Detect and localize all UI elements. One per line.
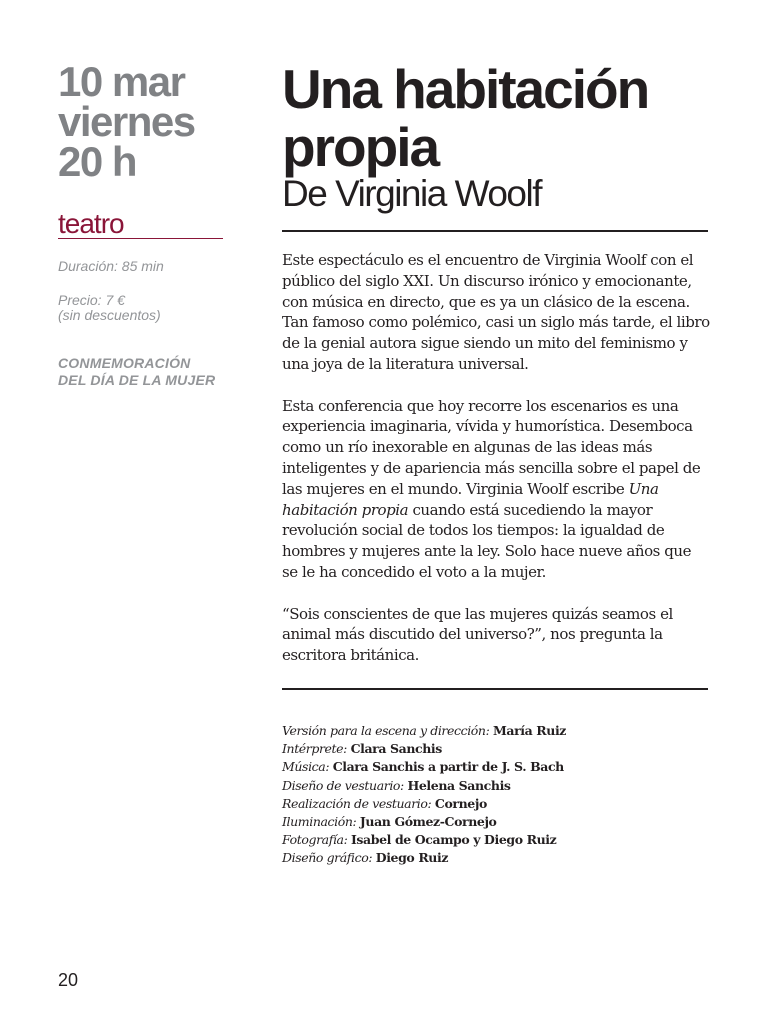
description-paragraph-1: Este espectáculo es el encuentro de Virginia Woolf con el público del siglo XXI. Un discurso irónico y emocionante, con música en directo, que es ya un clásico de la escena. Tan famoso como polémico, casi un siglo más tarde, el libro de la genial autora sigue siendo un mito del feminismo y una joya de la literatura universal. bbox=[282, 251, 710, 373]
credit-role: Diseño gráfico: bbox=[282, 850, 376, 866]
description-paragraph-2 bbox=[282, 396, 710, 583]
event-date bbox=[58, 58, 228, 185]
event-category: teatro bbox=[58, 210, 223, 239]
credit-row bbox=[282, 758, 710, 776]
credit-name: Helena Sanchis bbox=[407, 777, 511, 793]
credit-role: Música: bbox=[282, 759, 333, 775]
credit-role: Fotografía: bbox=[282, 832, 351, 848]
date-day: 10 mar bbox=[58, 58, 185, 105]
event-info bbox=[58, 58, 228, 389]
credit-row bbox=[282, 849, 710, 867]
event-price bbox=[58, 293, 228, 323]
credit-row bbox=[282, 831, 710, 849]
credit-name: Cornejo bbox=[434, 795, 487, 811]
event-commemoration bbox=[58, 355, 228, 389]
credit-row bbox=[282, 795, 710, 813]
credit-name: Juan Gómez-Cornejo bbox=[359, 813, 497, 829]
event-duration: Duración: 85 min bbox=[58, 258, 164, 274]
paragraph-2-text-a: Esta conferencia que hoy recorre los escenarios es una experiencia imaginaria, vívida y humorística. Desemboca como un río inexorable en algunas de las ideas más inteligentes y de apariencia más sencilla sobre el papel de las mujeres en el mundo. Virginia Woolf escribe bbox=[282, 396, 701, 498]
show-title-line-1: Una habitación bbox=[282, 58, 649, 120]
show-title-line-2: propia bbox=[282, 116, 439, 178]
credit-role: Versión para la escena y dirección: bbox=[282, 722, 493, 738]
top-divider bbox=[282, 230, 708, 232]
credits-list bbox=[282, 722, 710, 868]
show-content bbox=[282, 60, 710, 868]
show-author: De Virginia Woolf bbox=[282, 173, 541, 214]
credit-name: Clara Sanchis a partir de J. S. Bach bbox=[332, 759, 564, 775]
commemoration-line-2: DEL DÍA DE LA MUJER bbox=[58, 372, 216, 388]
description-paragraph-3: “Sois conscientes de que las mujeres quizás seamos el animal más discutido del universo?”, nos pregunta la escritora británica. bbox=[282, 604, 673, 665]
credit-row bbox=[282, 813, 710, 831]
credit-row bbox=[282, 777, 710, 795]
date-weekday: viernes bbox=[58, 98, 195, 145]
date-time: 20 h bbox=[58, 138, 137, 185]
credit-role: Realización de vestuario: bbox=[282, 795, 435, 811]
credit-row bbox=[282, 740, 710, 758]
price-value: Precio: 7 € bbox=[58, 292, 125, 308]
credit-role: Iluminación: bbox=[282, 813, 360, 829]
credit-role: Diseño de vestuario: bbox=[282, 777, 408, 793]
credit-name: Isabel de Ocampo y Diego Ruiz bbox=[350, 832, 557, 848]
credit-name: Clara Sanchis bbox=[350, 741, 442, 757]
credit-name: María Ruiz bbox=[492, 722, 566, 738]
price-note: (sin descuentos) bbox=[58, 307, 161, 323]
show-description bbox=[282, 250, 710, 666]
book-title-italic: Una habitación propia bbox=[282, 479, 659, 519]
paragraph-2-text-b: cuando está sucediendo la mayor revolución social de todos los tiempos: la igualdad de hombres y mujeres ante la ley. Solo hace nueve años que se le ha concedido el voto a la mujer. bbox=[282, 500, 692, 581]
page-number: 20 bbox=[58, 970, 79, 990]
show-title bbox=[282, 60, 710, 176]
credit-role: Intérprete: bbox=[282, 741, 351, 757]
bottom-divider bbox=[282, 688, 708, 690]
credit-name: Diego Ruiz bbox=[375, 850, 449, 866]
commemoration-line-1: CONMEMORACIÓN bbox=[58, 355, 191, 371]
credit-row bbox=[282, 722, 710, 740]
